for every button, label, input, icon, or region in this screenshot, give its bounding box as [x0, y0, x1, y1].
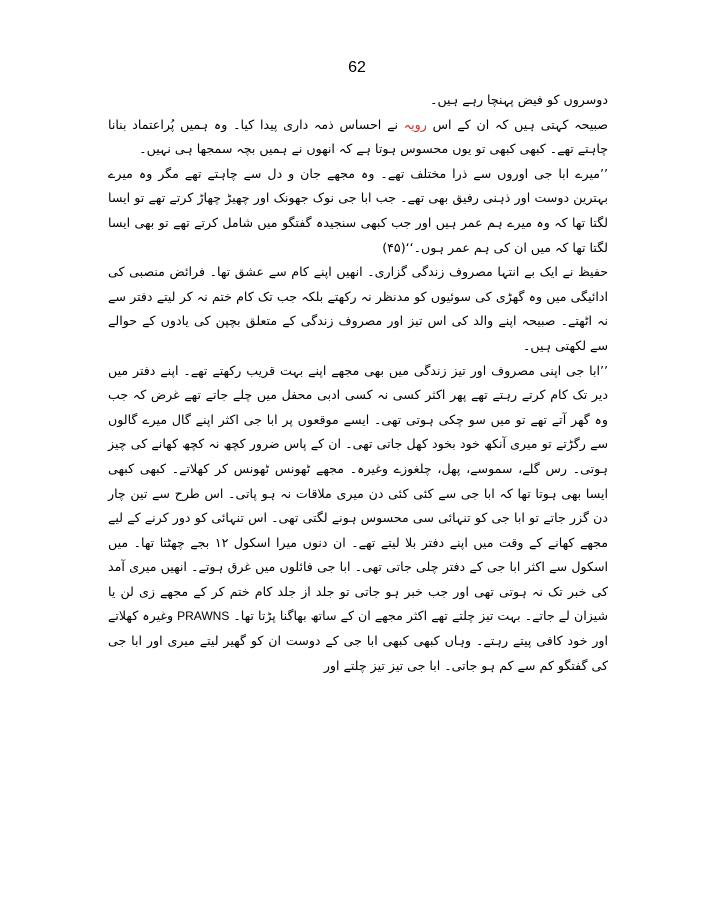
quote-paragraph-1: ’’میرے ابا جی اوروں سے ذرا مختلف تھے۔ وہ مجھے جان و دل سے چاہتے تھے مگر وہ میرے بہترین دوست اور ذہنی رفیق بھی تھے۔ جب ابا جی نوک جھونک اور چھیڑ چھاڑ کرتے تھے تو ایسا لگتا تھا کہ وہ میرے ہم عمر ہیں اور جب کبھی سنجیدہ گفتگو میں شامل کرتے تھے تو بھی ایسا لگتا تھا کہ میں ان کی ہم عمر ہوں۔‘‘(۴۵) — [108, 165, 608, 255]
quote-paragraph-2-rest: وغیرہ کھلاتے اور خود کافی پیتے رہتے۔ وہاں کبھی کبھی ابا جی کے دوست ان کو گھیر لیتے میری اور ابا جی کی گفتگو کم سے کم ہو جاتی۔ ابا جی تیز تیز چلتے اور — [108, 608, 608, 673]
page-number: 62 — [348, 59, 366, 76]
quote-paragraph-2 — [108, 359, 608, 679]
highlighted-word: رویہ — [403, 116, 427, 132]
latin-word: PRAWNS — [177, 609, 230, 624]
quote-paragraph-2-lead: ’’ابا جی اپنی مصروف اور تیز زندگی میں بھی مجھے اپنے بہت قریب رکھتے تھے۔ اپنے دفتر میں دیر تک کام کرتے رہتے تھے پھر اکثر کسی نہ کسی ادبی محفل میں چلے جاتے تھے غرض کہ جب وہ گھر آتے تھے تو میں سو چکی ہوتی تھی۔ ایسے موقعوں پر ابا جی اکثر اپنے گال میرے گالوں سے رگڑتے تو میری آنکھ خود بخود کھل جاتی تھی۔ ان کے پاس ضرور کچھ نہ کچھ کھانے کی چیز ہوتی۔ رس گلے، سموسے، پھل، چلغوزے وغیرہ۔ مجھے ٹھونس ٹھونس کر کھلاتے۔ کبھی کبھی ایسا بھی ہوتا تھا کہ ابا جی سے کئی کئی دن میری ملاقات نہ ہو پاتی۔ اس طرح سے تین چار دن گزر جاتے تو ابا جی کو تنہائی سی محسوس ہونے لگتی تھی۔ اس تنہائی کو دور کرنے کے لیے مجھے کھانے کے وقت میں اپنے دفتر بلا لیتے تھے۔ ان دنوں میرا اسکول ۱۲ بجے چھٹتا تھا۔ میں اسکول سے اکثر ابا جی کے دفتر چلی جاتی تھی۔ ابا جی فائلوں میں غرق ہوتے۔ انھیں میری آمد کی خبر تک نہ ہوتی تھی اور جب خبر ہو جاتی تو جلد از جلد کام ختم کر کے مجھے زی لن یا شیزان لے جاتے۔ بہت تیز چلتے تھے اکثر مجھے ان کے ساتھ بھاگنا پڑتا تھا۔ — [108, 362, 608, 624]
paragraph-2 — [108, 113, 608, 162]
paragraph-2-lead: صبیحہ کہتی ہیں کہ ان کے اس — [426, 116, 608, 132]
paragraph-2-rest: نے احساس ذمہ داری پیدا کیا۔ وہ ہمیں پُراعتماد بنانا چاہتے تھے۔ کبھی کبھی تو یوں محسوس ہوتا ہے کہ انھوں نے ہمیں بچہ سمجھا ہی نہیں۔ — [108, 116, 608, 157]
body-text — [108, 88, 608, 678]
paragraph-3: حفیظ نے ایک بے انتہا مصروف زندگی گزاری۔ انھیں اپنے کام سے عشق تھا۔ فرائض منصبی کی ادائیگی میں وہ گھڑی کی سوئیوں کو مدنظر نہ رکھتے بلکہ جب تک کام ختم نہ کر لیتے دفتر سے نہ اٹھتے۔ صبیحہ اپنے والد کی اس تیز اور مصروف زندگی کے متعلق بچپن کی یادوں کے حوالے سے لکھتی ہیں۔ — [108, 264, 608, 353]
paragraph-1: دوسروں کو فیض پہنچا رہے ہیں۔ — [430, 92, 608, 107]
